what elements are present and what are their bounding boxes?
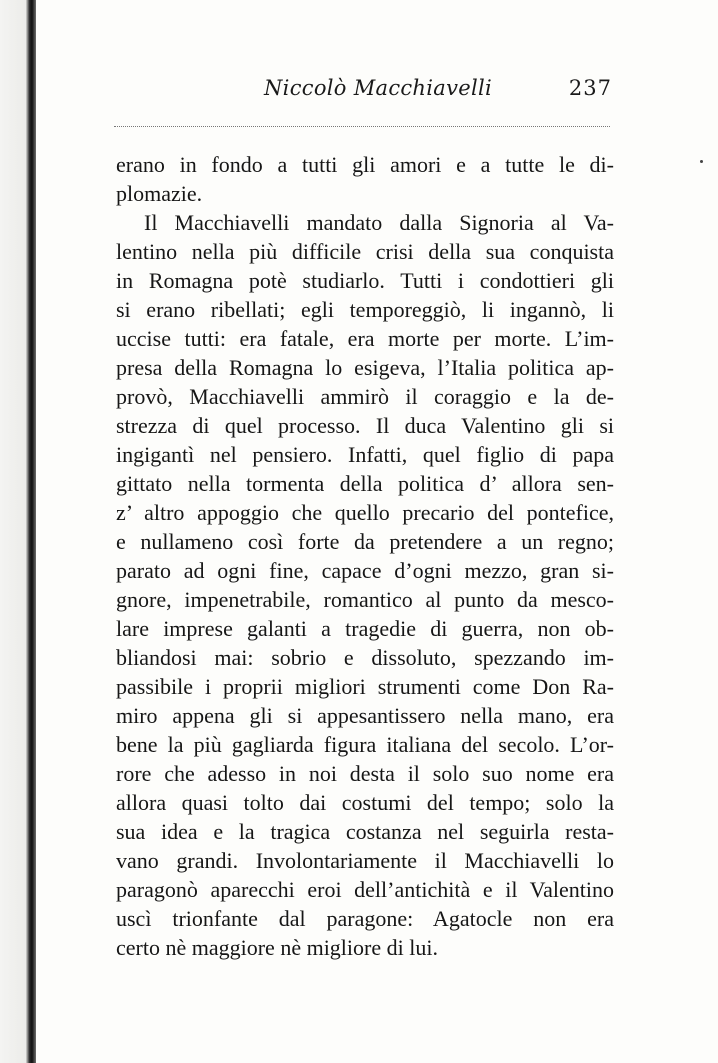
text-line: erano in fondo a tutti gli amori e a tutte le di- (116, 152, 614, 177)
body-text (116, 150, 614, 962)
page-number: 237 (568, 76, 612, 100)
text-line: paragonò aparecchi eroi dell’antichità e il Valentino (116, 877, 614, 902)
text-line: e nullameno così forte da pretendere a un regno; (116, 529, 614, 554)
text-line: passibile i proprii migliori strumenti come Don Ra- (116, 674, 614, 699)
page-header (112, 76, 612, 110)
header-rule (114, 126, 610, 127)
text-line: sua idea e la tragica costanza nel seguirla resta- (116, 819, 614, 844)
text-line: lare imprese galanti a tragedie di guerra, non ob- (116, 616, 614, 641)
text-line: presa della Romagna lo esigeva, l’Italia politica ap- (116, 355, 614, 380)
text-line: provò, Macchiavelli ammirò il coraggio e la de- (116, 384, 614, 409)
ink-speck (700, 160, 703, 163)
text-line: lentino nella più difficile crisi della sua conquista (116, 239, 614, 264)
text-line: vano grandi. Involontariamente il Macchiavelli lo (116, 848, 614, 873)
text-line: miro appena gli si appesantissero nella mano, era (116, 703, 614, 728)
page-edge (0, 0, 26, 1063)
text-line: uscì trionfante dal paragone: Agatocle non era (116, 906, 614, 931)
text-line: Il Macchiavelli mandato dalla Signoria al Va- (144, 210, 614, 235)
text-line: bliandosi mai: sobrio e dissoluto, spezzando im- (116, 645, 614, 670)
text-line: gnore, impenetrabile, romantico al punto da mesco- (116, 587, 614, 612)
book-gutter (26, 0, 36, 1063)
text-line: in Romagna potè studiarlo. Tutti i condottieri gli (116, 268, 614, 293)
text-line: z’ altro appoggio che quello precario del pontefice, (116, 500, 614, 525)
text-line: rore che adesso in noi desta il solo suo nome era (116, 761, 614, 786)
text-line: gittato nella tormenta della politica d’ allora sen- (116, 471, 614, 496)
running-title: Niccolò Macchiavelli (264, 76, 493, 100)
text-line: ingigantì nel pensiero. Infatti, quel figlio di papa (116, 442, 614, 467)
text-line: allora quasi tolto dai costumi del tempo; solo la (116, 790, 614, 815)
text-line: parato ad ogni fine, capace d’ogni mezzo, gran si- (116, 558, 614, 583)
text-line: bene la più gagliarda figura italiana del secolo. L’or- (116, 732, 614, 757)
text-line: certo nè maggiore nè migliore di lui. (116, 935, 438, 960)
text-line: uccise tutti: era fatale, era morte per morte. L’im- (116, 326, 614, 351)
text-line: si erano ribellati; egli temporeggiò, li ingannò, li (116, 297, 614, 322)
text-line: plomazie. (116, 181, 203, 206)
text-line: strezza di quel processo. Il duca Valentino gli si (116, 413, 614, 438)
